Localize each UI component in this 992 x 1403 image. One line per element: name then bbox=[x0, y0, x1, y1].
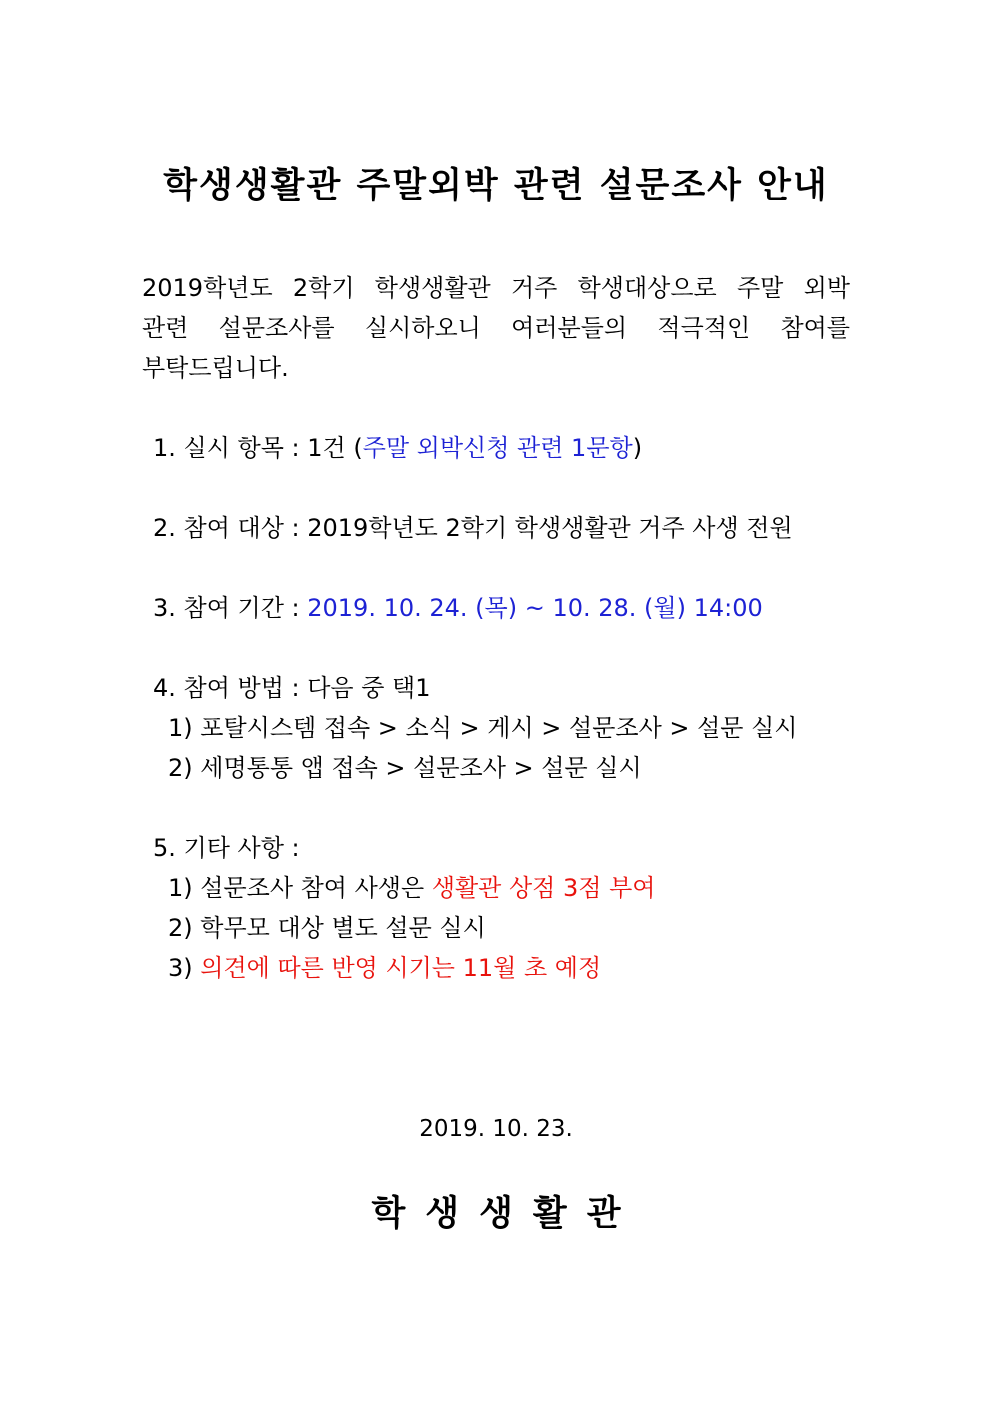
item-5-sub-1 bbox=[168, 868, 655, 908]
organization-name: 학생생활관 bbox=[371, 1194, 641, 1234]
document-title: 학생생활관 주말외박 관련 설문조사 안내 bbox=[163, 166, 829, 206]
item-5-sub-1-prefix: 1) 설문조사 참여 사생은 bbox=[168, 874, 432, 902]
item-3-label: 3. 참여 기간 : bbox=[153, 594, 308, 622]
item-5-sub-1-highlight: 생활관 상점 3점 부여 bbox=[431, 874, 656, 902]
item-3 bbox=[153, 588, 763, 628]
item-4-sub-2: 2) 세명통통 앱 접속 > 설문조사 > 설문 실시 bbox=[168, 754, 642, 782]
item-1-highlight: 주말 외박신청 관련 1문항 bbox=[362, 434, 633, 462]
document-date: 2019. 10. 23. bbox=[419, 1116, 573, 1142]
item-5-sub-2: 2) 학무모 대상 별도 설문 실시 bbox=[168, 914, 486, 942]
intro-line-3: 부탁드립니다. bbox=[142, 354, 289, 382]
item-2: 2. 참여 대상 : 2019학년도 2학기 학생생활관 거주 사생 전원 bbox=[153, 514, 793, 542]
item-4: 4. 참여 방법 : 다음 중 택1 bbox=[153, 674, 431, 702]
item-5-sub-3 bbox=[168, 948, 601, 988]
item-1-label: 1. 실시 항목 : 1건 ( bbox=[153, 434, 363, 462]
item-1 bbox=[153, 428, 642, 468]
item-1-suffix: ) bbox=[632, 434, 643, 462]
item-5-sub-3-highlight: 의견에 따른 반영 시기는 11월 초 예정 bbox=[200, 954, 602, 982]
item-5: 5. 기타 사항 : bbox=[153, 834, 300, 862]
item-5-sub-3-prefix: 3) bbox=[168, 954, 201, 982]
item-4-sub-1: 1) 포탈시스템 접속 > 소식 > 게시 > 설문조사 > 설문 실시 bbox=[168, 714, 798, 742]
intro-line-2: 관련 설문조사를 실시하오니 여러분들의 적극적인 참여를 bbox=[142, 314, 850, 342]
item-3-highlight: 2019. 10. 24. (목) ~ 10. 28. (월) 14:00 bbox=[307, 594, 763, 622]
intro-paragraph bbox=[142, 268, 850, 388]
intro-line-1: 2019학년도 2학기 학생생활관 거주 학생대상으로 주말 외박 bbox=[142, 274, 850, 302]
